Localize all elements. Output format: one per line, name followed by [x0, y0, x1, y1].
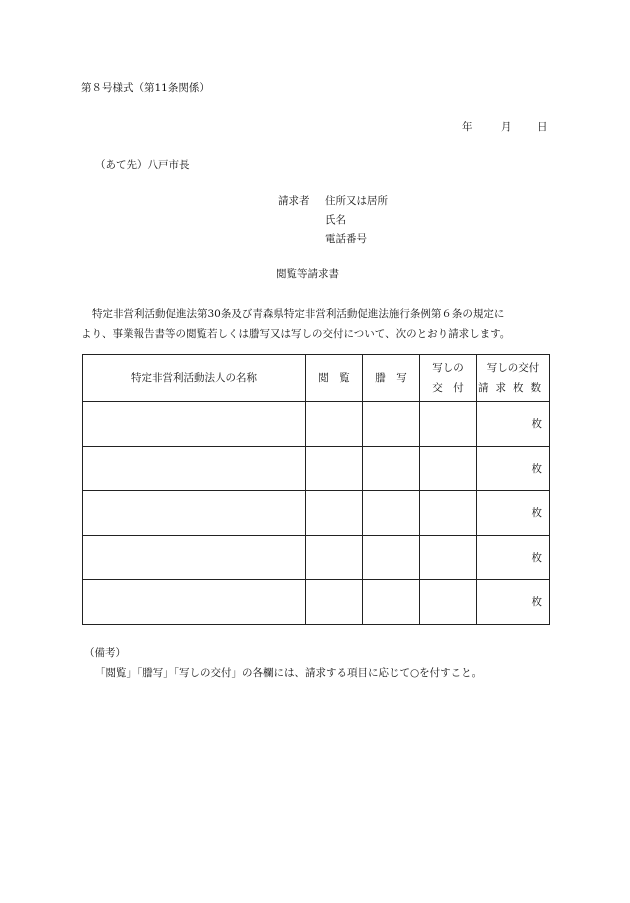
header-copy-issue-line2: 交 付 [432, 382, 464, 394]
copy-issue-cell[interactable] [420, 535, 477, 580]
header-view: 閲 覧 [306, 355, 363, 402]
view-cell[interactable] [306, 580, 363, 625]
date-year-label: 年 [462, 121, 473, 133]
copy-cell[interactable] [363, 402, 420, 447]
requester-name-label: 氏名 [325, 214, 346, 226]
corporation-name-cell[interactable] [83, 446, 306, 491]
table-header-row [83, 355, 550, 402]
corporation-name-cell[interactable] [83, 580, 306, 625]
page-count-cell[interactable]: 枚 [477, 491, 550, 536]
header-copy-issue-line1: 写しの [432, 362, 464, 374]
copy-issue-cell[interactable] [420, 491, 477, 536]
statement-line-1: 特定非営利活動促進法第30条及び青森県特定非営利活動促進法施行条例第６条の規定に [92, 308, 505, 320]
requester-address-label: 住所又は居所 [325, 195, 388, 207]
notes-text: 「閲覧」「謄写」「写しの交付」の各欄には、請求する項目に応じて○を付すこと。 [95, 667, 483, 679]
request-table [82, 354, 550, 625]
copy-cell[interactable] [363, 491, 420, 536]
corporation-name-cell[interactable] [83, 491, 306, 536]
copy-issue-cell[interactable] [420, 402, 477, 447]
view-cell[interactable] [306, 535, 363, 580]
view-cell[interactable] [306, 491, 363, 536]
copy-issue-cell[interactable] [420, 446, 477, 491]
date-month-label: 月 [501, 121, 512, 133]
header-copy-issue [420, 355, 477, 402]
copy-cell[interactable] [363, 446, 420, 491]
date-day-label: 日 [537, 121, 548, 133]
view-cell[interactable] [306, 446, 363, 491]
header-corporation-name: 特定非営利活動法人の名称 [83, 355, 306, 402]
view-cell[interactable] [306, 402, 363, 447]
addressee: （あて先）八戸市長 [95, 159, 190, 171]
table-row [83, 402, 550, 447]
header-page-count-line1: 写しの交付 [486, 362, 540, 374]
copy-cell[interactable] [363, 580, 420, 625]
table-row [83, 580, 550, 625]
copy-cell[interactable] [363, 535, 420, 580]
corporation-name-cell[interactable] [83, 535, 306, 580]
page-count-cell[interactable]: 枚 [477, 402, 550, 447]
corporation-name-cell[interactable] [83, 402, 306, 447]
request-statement [81, 304, 561, 344]
table-row [83, 446, 550, 491]
header-page-count [477, 355, 550, 402]
page-count-cell[interactable]: 枚 [477, 580, 550, 625]
page-count-cell[interactable]: 枚 [477, 535, 550, 580]
header-page-count-line2: 請求枚数 [478, 382, 548, 394]
table-row [83, 491, 550, 536]
notes-title: （備考） [84, 647, 126, 659]
requester-phone-label: 電話番号 [325, 233, 367, 245]
header-copy: 謄 写 [363, 355, 420, 402]
requester-label: 請求者 [278, 195, 310, 207]
page-count-cell[interactable]: 枚 [477, 446, 550, 491]
statement-line-2: より、事業報告書等の閲覧若しくは謄写又は写しの交付について、次のとおり請求します。 [81, 328, 511, 340]
table-row [83, 535, 550, 580]
copy-issue-cell[interactable] [420, 580, 477, 625]
document-title: 閲覧等請求書 [276, 268, 339, 280]
form-number: 第８号様式（第11条関係） [81, 82, 210, 94]
